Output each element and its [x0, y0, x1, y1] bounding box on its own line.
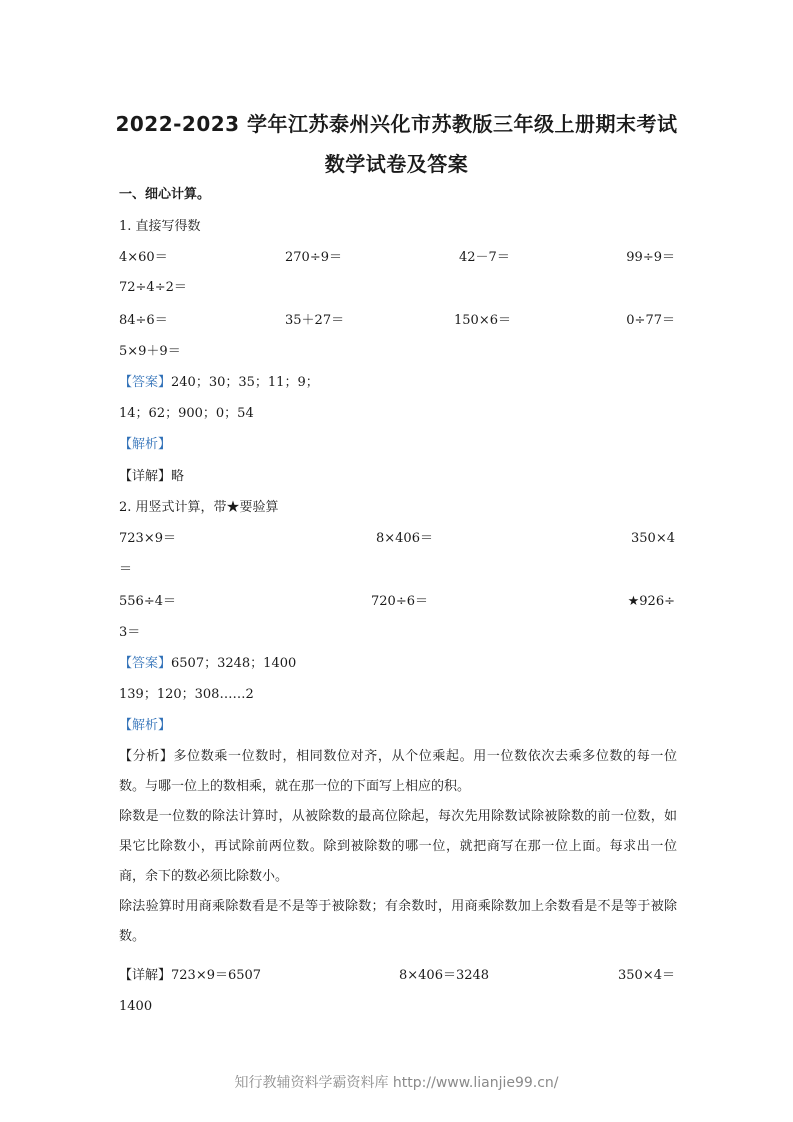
calc-item: 8×406＝	[376, 531, 433, 546]
answer-tag: 【答案】	[119, 375, 172, 390]
calc-item: 4×60＝	[119, 250, 168, 265]
answer-text: 240；30；35；11；9；	[171, 375, 319, 390]
answer-text: 14；62；900；0；54	[119, 406, 254, 421]
calc-item: 42－7＝	[459, 250, 510, 265]
calc-item: ＝	[119, 562, 133, 577]
calc-item: 84÷6＝	[119, 313, 168, 328]
calc-item: 3＝	[119, 625, 141, 640]
detail-text: 【详解】略	[119, 469, 185, 484]
section-heading: 一、细心计算。	[119, 187, 211, 202]
footer-watermark: 知行教辅资料学霸资料库 http://www.lianjie99.cn/	[234, 1075, 559, 1091]
detail-item: 1400	[119, 999, 153, 1014]
calc-item: 72÷4÷2＝	[119, 280, 187, 295]
detail-row	[119, 967, 675, 985]
detail-item: 8×406＝3248	[399, 968, 490, 983]
calc-item: 556÷4＝	[119, 594, 176, 609]
analysis-paragraph: 除法验算时用商乘除数看是不是等于被除数；有余数时，用商乘除数加上余数看是不是等于被除数。	[119, 899, 677, 944]
analysis-body	[119, 742, 677, 952]
calc-item: ★926÷	[627, 594, 675, 609]
calc-item: 720÷6＝	[371, 594, 428, 609]
question-1-prompt: 1. 直接写得数	[119, 219, 201, 234]
analysis-paragraph: 除数是一位数的除法计算时，从被除数的最高位除起，每次先用除数试除被除数的前一位数，如果它比除数小，再试除前两位数。除到被除数的哪一位，就把商写在那一位上面。每求出一位商，余下的数必须比除数小。	[119, 809, 677, 884]
answer-text: 6507；3248；1400	[171, 656, 297, 671]
question-1-row-2	[119, 312, 675, 330]
detail-item: 【详解】723×9＝6507	[119, 968, 262, 983]
document-title-line1: 2022-2023 学年江苏泰州兴化市苏教版三年级上册期末考试	[115, 112, 678, 136]
question-2-row-1	[119, 530, 675, 548]
analysis-tag: 【解析】	[119, 437, 172, 452]
analysis-tag: 【解析】	[119, 718, 172, 733]
calc-item: 99÷9＝	[626, 250, 675, 265]
calc-item: 150×6＝	[454, 313, 511, 328]
question-2-prompt: 2. 用竖式计算，带★要验算	[119, 500, 279, 515]
calc-item: 35＋27＝	[285, 313, 345, 328]
calc-item: 5×9＋9＝	[119, 344, 181, 359]
question-1-row-1	[119, 249, 675, 267]
answer-tag: 【答案】	[119, 656, 172, 671]
document-title-line2: 数学试卷及答案	[324, 152, 469, 176]
answer-line	[119, 374, 319, 392]
calc-item: 270÷9＝	[285, 250, 342, 265]
analysis-paragraph: 【分析】多位数乘一位数时，相同数位对齐，从个位乘起。用一位数依次去乘多位数的每一位数。与哪一位上的数相乘，就在那一位的下面写上相应的积。	[119, 749, 677, 794]
question-2-row-2	[119, 593, 675, 611]
calc-item: 0÷77＝	[626, 313, 675, 328]
calc-item: 723×9＝	[119, 531, 176, 546]
answer-text: 139；120；308……2	[119, 687, 254, 702]
answer-line	[119, 655, 296, 673]
detail-item: 350×4＝	[618, 968, 675, 983]
calc-item: 350×4	[631, 531, 675, 546]
